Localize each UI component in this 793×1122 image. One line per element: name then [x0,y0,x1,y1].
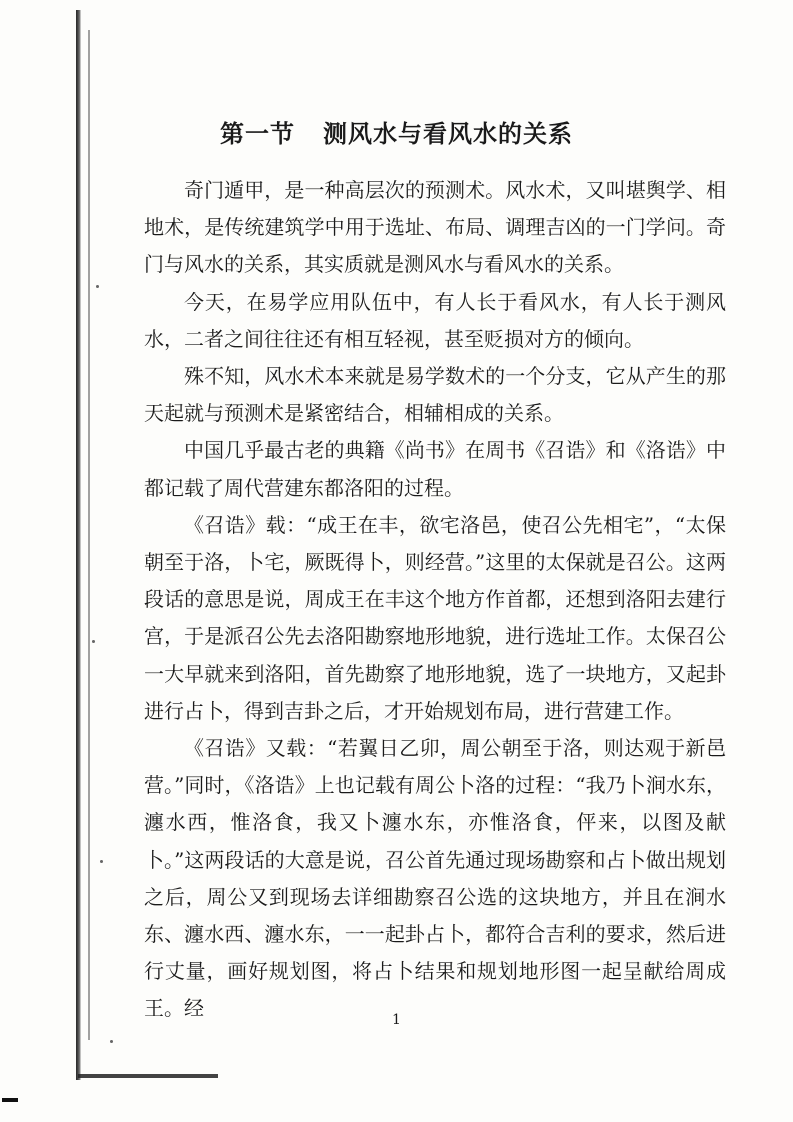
paragraph: 中国几乎最古老的典籍《尚书》在周书《召诰》和《洛诰》中都记载了周代营建东都洛阳的过程。 [144,438,726,500]
scan-speck [96,285,99,288]
paragraph: 奇门遁甲，是一种高层次的预测术。风水术，又叫堪舆学、相地术，是传统建筑学中用于选址、布局、调理吉凶的一门学问。奇门与风水的关系，其实质就是测风水与看风水的关系。 [144,178,726,277]
scan-speck [110,1040,113,1043]
binding-shadow [76,10,81,1080]
paragraph: 今天，在易学应用队伍中，有人长于看风水，有人长于测风水，二者之间往往还有相互轻视，甚至贬损对方的倾向。 [144,289,726,351]
paragraph: 《召诰》载：“成王在丰，欲宅洛邑，使召公先相宅”，“太保朝至于洛，卜宅，厥既得卜，则经营。”这里的太保就是召公。这两段话的意思是说，周成王在丰这个地方作首都，还想到洛阳去建行宫，于是派召公先去洛阳勘察地形地貌，进行选址工作。太保召公一大早就来到洛阳，首先勘察了地形地貌，选了一块地方，又起卦进行占卜，得到吉卦之后，才开始规划布局，进行营建工作。 [144,512,726,723]
page-number: 1 [392,1012,401,1028]
body-text [144,172,726,1028]
paragraph: 殊不知，风水术本来就是易学数术的一个分支，它从产生的那天起就与预测术是紧密结合，相辅相成的关系。 [144,364,726,426]
scan-speck [100,860,103,863]
binding-line [88,30,90,1040]
scan-artifact-corner [2,1098,18,1102]
scan-artifact-bottom [78,1074,218,1078]
section-title: 第一节 测风水与看风水的关系 [219,120,574,148]
scan-speck [92,640,95,643]
paragraph: 《召诰》又载：“若翼日乙卯，周公朝至于洛，则达观于新邑营。”同时，《洛诰》上也记载有周公卜洛的过程：“我乃卜涧水东，瀍水西，惟洛食，我又卜瀍水东，亦惟洛食，伻来，以图及献卜。”这两段话的大意是说，召公首先通过现场勘察和占卜做出规划之后，周公又到现场去详细勘察召公选的这块地方，并且在涧水东、瀍水西、瀍水东，一一起卦占卜，都符合吉利的要求，然后进行丈量，画好规划图，将占卜结果和规划地形图一起呈献给周成王。经 [144,736,726,1021]
